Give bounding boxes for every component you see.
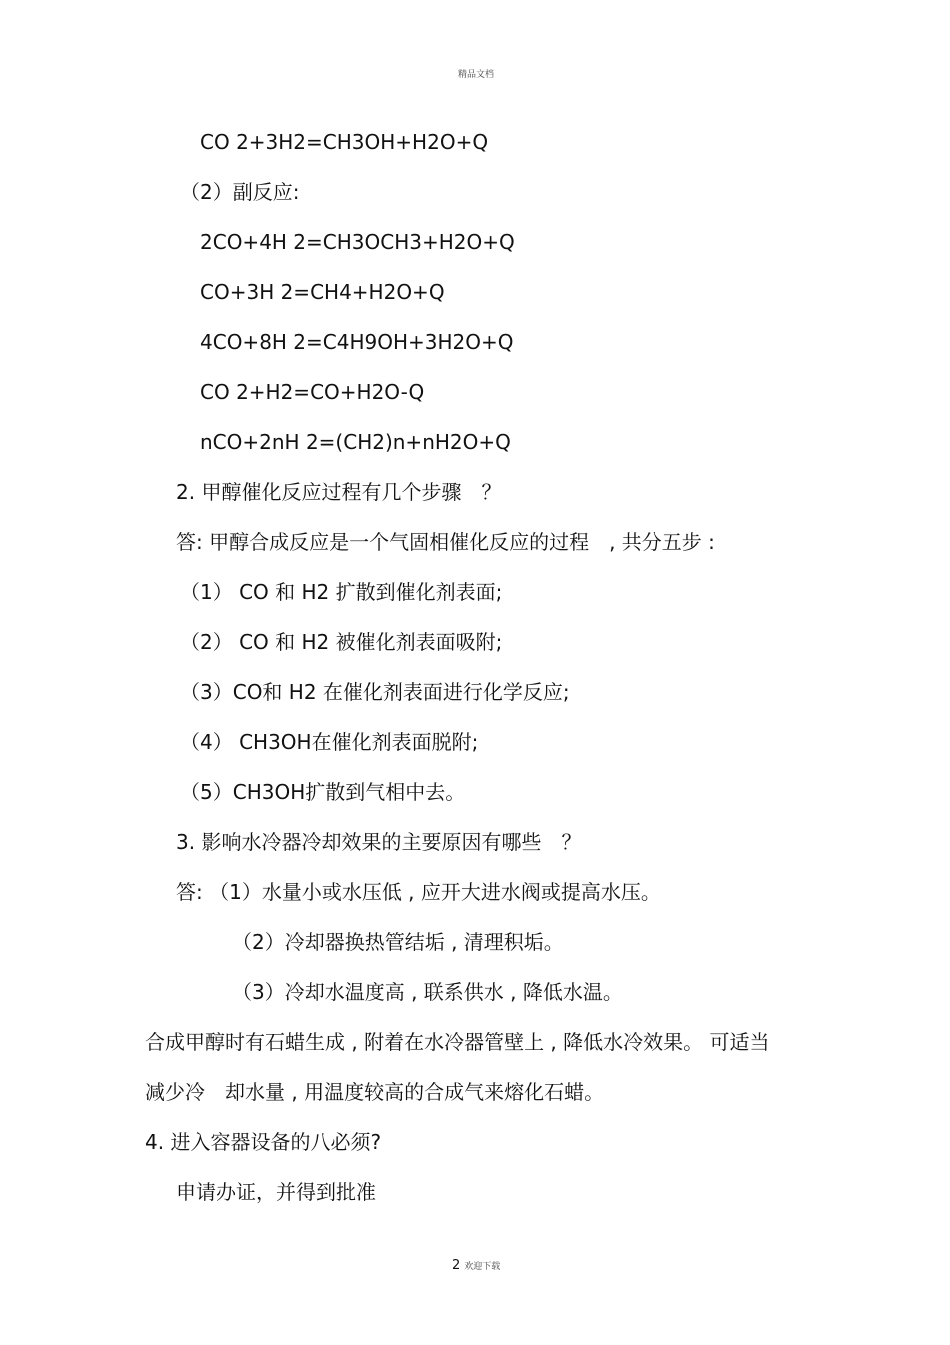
answer-2-step: （3）CO和 H2 在催化剂表面进行化学反应; — [180, 680, 570, 704]
answer-3: 答: （1）水量小或水压低 , 应开大进水阀或提高水压。 — [176, 880, 661, 904]
side-reaction-line: nCO+2nH 2=(CH2)n+nH2O+Q — [200, 430, 511, 454]
footer-text: 欢迎下载 — [464, 1262, 501, 1272]
answer-2-step: （2） CO 和 H2 被催化剂表面吸附; — [180, 630, 503, 654]
question-3: 3. 影响水冷器冷却效果的主要原因有哪些 ？ — [176, 830, 582, 854]
main-reaction-line: CO 2+3H2=CH3OH+H2O+Q — [200, 130, 489, 154]
answer-2-step: （4） CH3OH在催化剂表面脱附; — [180, 730, 479, 754]
page-header: 精品文档 — [458, 70, 495, 80]
question-2: 2. 甲醇催化反应过程有几个步骤 ？ — [176, 480, 502, 504]
answer-3-item: （3）冷却水温度高 , 联系供水 , 降低水温。 — [232, 980, 623, 1004]
side-reaction-line: 2CO+4H 2=CH3OCH3+H2O+Q — [200, 230, 515, 254]
answer-2-step: （1） CO 和 H2 扩散到催化剂表面; — [180, 580, 503, 604]
answer-3-paragraph: 合成甲醇时有石蜡生成 , 附着在水冷器管壁上 , 降低水冷效果。 可适当 — [145, 1030, 770, 1054]
answer-3-item: （2）冷却器换热管结垢 , 清理积垢。 — [232, 930, 564, 954]
side-reaction-heading: （2）副反应: — [180, 180, 300, 204]
answer-4: 申请办证，并得到批准 — [176, 1180, 376, 1204]
side-reaction-line: 4CO+8H 2=C4H9OH+3H2O+Q — [200, 330, 514, 354]
page-number: 2 — [452, 1258, 461, 1273]
answer-2: 答: 甲醇合成反应是一个气固相催化反应的过程 , 共分五步 : — [176, 530, 715, 554]
answer-2-step: （5）CH3OH扩散到气相中去。 — [180, 780, 466, 804]
side-reaction-line: CO 2+H2=CO+H2O-Q — [200, 380, 425, 404]
answer-3-paragraph: 减少冷 却水量 , 用温度较高的合成气来熔化石蜡。 — [145, 1080, 605, 1104]
page-footer — [452, 1258, 500, 1273]
side-reaction-line: CO+3H 2=CH4+H2O+Q — [200, 280, 445, 304]
question-4: 4. 进入容器设备的八必须? — [145, 1130, 382, 1154]
